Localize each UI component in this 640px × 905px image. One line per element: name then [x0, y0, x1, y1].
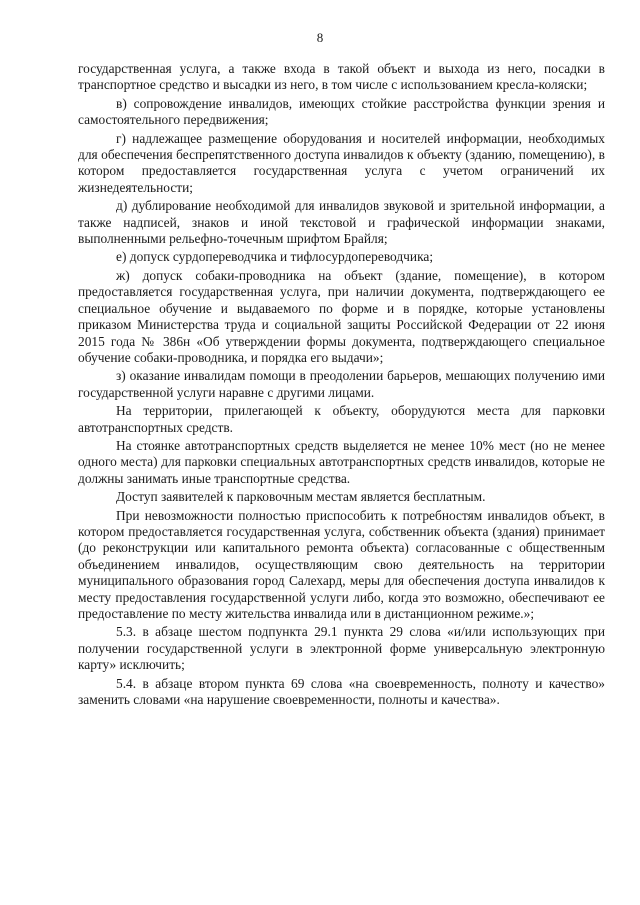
- page-number: 8: [316, 30, 324, 45]
- paragraph: в) сопровождение инвалидов, имеющих стойкие расстройства функции зрения и самостоятельного передвижения;: [78, 95, 605, 128]
- paragraph: государственная услуга, а также входа в такой объект и выхода из него, посадки в транспортное средство и высадки из него, в том числе с использованием кресла-коляски;: [78, 61, 605, 93]
- paragraph: е) допуск сурдопереводчика и тифлосурдопереводчика;: [116, 249, 434, 265]
- paragraph: 5.3. в абзаце шестом подпункта 29.1 пункта 29 слова «и/или использующих при получении государственной услуги в электронной форме универсальную электронную карту» исключить;: [78, 624, 605, 673]
- paragraph: На территории, прилегающей к объекту, оборудуются места для парковки автотранспортных средств.: [78, 403, 605, 435]
- paragraph: ж) допуск собаки-проводника на объект (здание, помещение), в котором предоставляется государственная услуга, при наличии документа, подтверждающего ее специальное обучение и выдаваемого по форме и в порядке, которые установлены приказом Министерства труда и социальной защиты Российской Федерации от 22 июня 2015 года № 386н «Об утверждении формы документа, подтверждающего специальное обучение собаки-проводника, и порядка его выдачи»;: [78, 267, 605, 365]
- paragraph: На стоянке автотранспортных средств выделяется не менее 10% мест (но не менее одного места) для парковки специальных автотранспортных средств инвалидов, которые не должны занимать иные транспортные средства.: [78, 437, 605, 486]
- paragraph: Доступ заявителей к парковочным местам является бесплатным.: [116, 489, 486, 505]
- document-body: [78, 61, 605, 710]
- paragraph: 5.4. в абзаце втором пункта 69 слова «на своевременность, полноту и качество» заменить словами «на нарушение своевременности, полноты и качества».: [78, 675, 605, 708]
- paragraph: з) оказание инвалидам помощи в преодолении барьеров, мешающих получению ими государственной услуги наравне с другими лицами.: [78, 368, 605, 400]
- paragraph: г) надлежащее размещение оборудования и носителей информации, необходимых для обеспечения беспрепятственного доступа инвалидов к объекту (зданию, помещению), в котором предоставляется государственная услуга с учетом ограничений их жизнедеятельности;: [78, 130, 605, 195]
- paragraph: При невозможности полностью приспособить к потребностям инвалидов объект, в котором предоставляется государственная услуга, собственник объекта (здания) принимает (до реконструкции или капитального ремонта объекта) согласованные с общественным объединением инвалидов, осуществляющим свою деятельность на территории муниципального образования город Салехард, меры для обеспечения доступа инвалидов к месту предоставления государственной услуги либо, когда это возможно, обеспечивают ее предоставление по месту жительства инвалида или в дистанционном режиме.»;: [78, 507, 605, 621]
- paragraph: д) дублирование необходимой для инвалидов звуковой и зрительной информации, а также надписей, знаков и иной текстовой и графической информации знаками, выполненными рельефно-точечным шрифтом Брайля;: [78, 198, 605, 247]
